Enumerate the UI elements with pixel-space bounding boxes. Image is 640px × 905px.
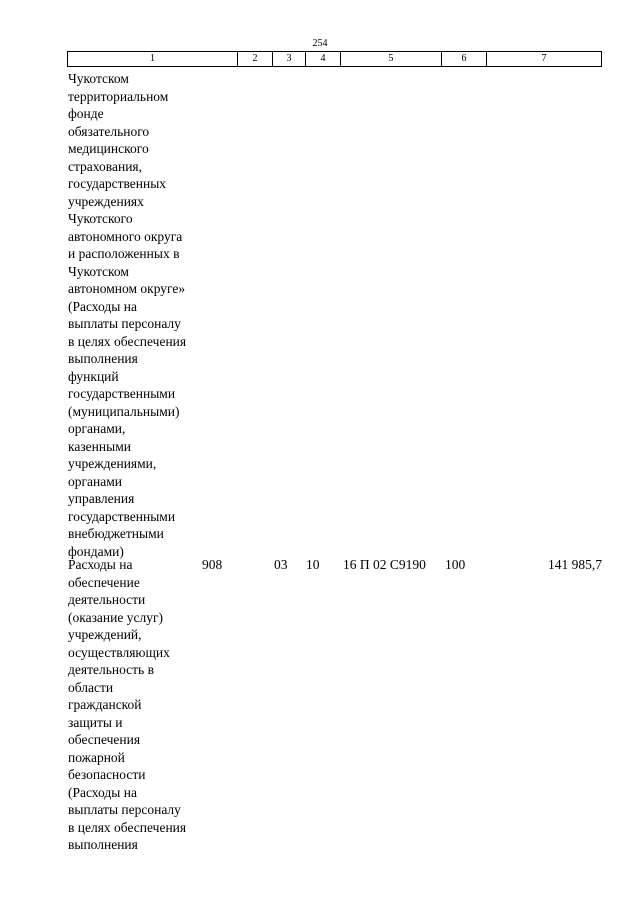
- text-line: учреждений,: [68, 627, 142, 642]
- text-line: учреждениями,: [68, 456, 157, 471]
- text-line: пожарной: [68, 749, 125, 765]
- text-line: выплаты персоналу: [68, 316, 181, 331]
- text-line: (муниципальными): [68, 403, 180, 419]
- text-line: государственными: [68, 386, 176, 401]
- text-line: органами,: [68, 421, 126, 436]
- text-line: медицинского: [68, 141, 149, 156]
- text-line: функций: [68, 368, 119, 384]
- text-line: защиты и: [68, 714, 123, 730]
- text-line: Чукотского: [68, 211, 133, 226]
- text-line: осуществляющих: [68, 644, 170, 660]
- text-line: Чукотском: [68, 263, 129, 279]
- text-line: обеспечения: [68, 732, 141, 747]
- table-header-row: [67, 51, 602, 67]
- text-line: обеспечение: [68, 574, 140, 590]
- text-line: выполнения: [68, 837, 138, 852]
- header-col-5: 5: [340, 52, 441, 66]
- text-line: безопасности: [68, 767, 146, 782]
- header-col-4: 4: [305, 52, 340, 66]
- text-line: (Расходы на: [68, 784, 137, 800]
- text-line: территориальном: [68, 88, 169, 104]
- text-line: страхования,: [68, 158, 143, 174]
- text-line: управления: [68, 491, 135, 506]
- header-col-7: 7: [486, 52, 601, 66]
- header-col-3: 3: [272, 52, 305, 66]
- text-line: деятельности: [68, 592, 146, 607]
- text-line: гражданской: [68, 697, 142, 712]
- text-line: области: [68, 679, 114, 695]
- text-line: учреждениях: [68, 193, 144, 209]
- text-line: государственными: [68, 508, 176, 524]
- text-line: (оказание услуг): [68, 609, 163, 625]
- text-line: в целях обеспечения: [68, 819, 187, 835]
- text-line: в целях обеспечения: [68, 333, 187, 349]
- text-line: автономном округе»: [68, 281, 186, 296]
- row-2-target-article: 16 П 02 С9190: [343, 557, 426, 572]
- text-line: внебюджетными: [68, 526, 164, 541]
- text-line: казенными: [68, 438, 131, 454]
- row-1-description: [68, 70, 208, 560]
- text-line: фонде: [68, 106, 104, 121]
- text-line: фондами): [68, 543, 124, 559]
- text-line: Чукотском: [68, 71, 129, 86]
- header-col-2: 2: [237, 52, 272, 66]
- text-line: выполнения: [68, 351, 138, 366]
- row-2-subsection: 10: [306, 557, 320, 572]
- row-2-description: [68, 556, 208, 854]
- text-line: автономного округа: [68, 228, 183, 244]
- row-2-section: 03: [274, 557, 288, 572]
- text-line: Расходы на: [68, 557, 133, 572]
- text-line: (Расходы на: [68, 298, 137, 314]
- text-line: выплаты персоналу: [68, 802, 181, 817]
- text-line: государственных: [68, 176, 167, 191]
- text-line: деятельность в: [68, 662, 154, 677]
- header-col-1: 1: [150, 53, 155, 64]
- text-line: органами: [68, 473, 123, 489]
- row-2-code: 908: [202, 557, 223, 572]
- text-line: обязательного: [68, 123, 150, 139]
- text-line: и расположенных в: [68, 246, 180, 261]
- row-2-amount: 141 985,7: [548, 557, 602, 572]
- row-2-expense-type: 100: [445, 557, 466, 572]
- header-col-6: 6: [441, 52, 486, 66]
- page-number: 254: [312, 38, 328, 49]
